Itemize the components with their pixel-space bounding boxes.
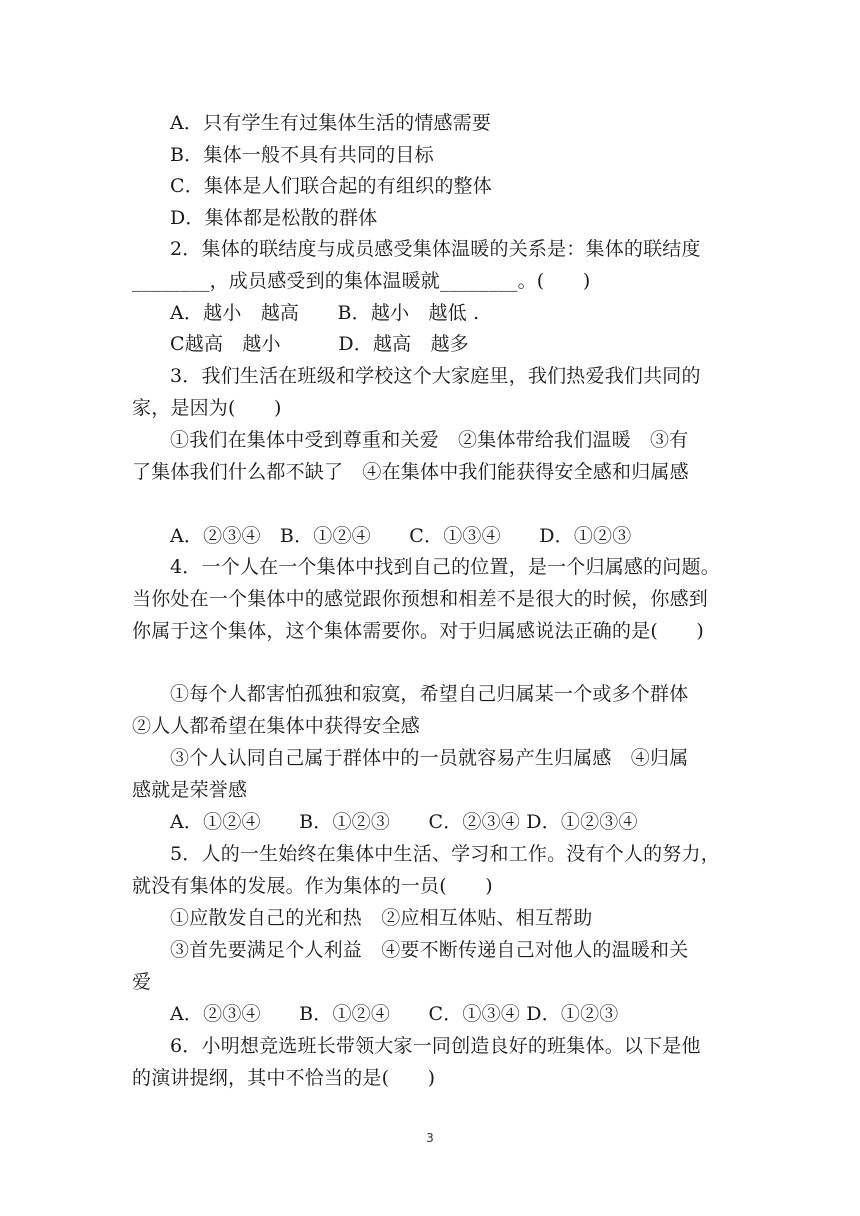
statements-5-2: ③首先要满足个人利益 ④要不断传递自己对他人的温暖和关	[170, 939, 689, 961]
question-3-cont: 家，是因为( )	[132, 397, 282, 419]
statements-5-3: 爱	[132, 971, 152, 993]
options-2ab: A．越小 越高 B．越小 越低 .	[170, 302, 480, 324]
question-5: 5．人的一生始终在集体中生活、学习和工作。没有个人的努力，	[170, 843, 720, 865]
question-2-cont: ________，成员感受到的集体温暖就________。( )	[132, 270, 591, 292]
question-3: 3．我们生活在班级和学校这个大家庭里，我们热爱我们共同的	[170, 365, 701, 387]
question-6-cont: 的演讲提纲，其中不恰当的是( )	[132, 1067, 436, 1089]
statements-4-4: 感就是荣誉感	[132, 779, 248, 801]
statements-3: ①我们在集体中受到尊重和关爱 ②集体带给我们温暖 ③有	[170, 429, 689, 451]
statements-5-1: ①应散发自己的光和热 ②应相互体贴、相互帮助	[170, 907, 593, 929]
question-2: 2．集体的联结度与成员感受集体温暖的关系是：集体的联结度	[170, 238, 701, 260]
statements-3-cont: 了集体我们什么都不缺了 ④在集体中我们能获得安全感和归属感	[132, 461, 689, 483]
option-1b: B．集体一般不具有共同的目标	[170, 144, 434, 166]
options-3: A．②③④ B．①②④ C．①③④ D．①②③	[170, 525, 632, 547]
statements-4-3: ③个人认同自己属于群体中的一员就容易产生归属感 ④归属	[170, 747, 689, 769]
question-4-cont-1: 当你处在一个集体中的感觉跟你预想和相差不是很大的时候，你感到	[132, 588, 709, 610]
question-4: 4．一个人在一个集体中找到自己的位置，是一个归属感的问题。	[170, 556, 720, 578]
statements-4-1: ①每个人都害怕孤独和寂寞，希望自己归属某一个或多个群体	[170, 683, 689, 705]
options-5: A．②③④ B．①②④ C．①③④ D．①②③	[170, 1003, 619, 1025]
options-4: A．①②④ B．①②③ C．②③④ D．①②③④	[170, 811, 638, 833]
question-6: 6．小明想竞选班长带领大家一同创造良好的班集体。以下是他	[170, 1035, 701, 1057]
question-4-cont-2: 你属于这个集体，这个集体需要你。对于归属感说法正确的是( )	[132, 620, 705, 642]
statements-4-2: ②人人都希望在集体中获得安全感	[132, 715, 421, 737]
page-number: 3	[426, 1131, 434, 1145]
options-2cd: C越高 越小 D．越高 越多	[170, 333, 469, 355]
option-1c: C．集体是人们联合起的有组织的整体	[170, 175, 492, 197]
option-1d: D．集体都是松散的群体	[170, 207, 378, 229]
option-1a: A．只有学生有过集体生活的情感需要	[170, 112, 492, 134]
question-5-cont: 就没有集体的发展。作为集体的一员( )	[132, 875, 493, 897]
